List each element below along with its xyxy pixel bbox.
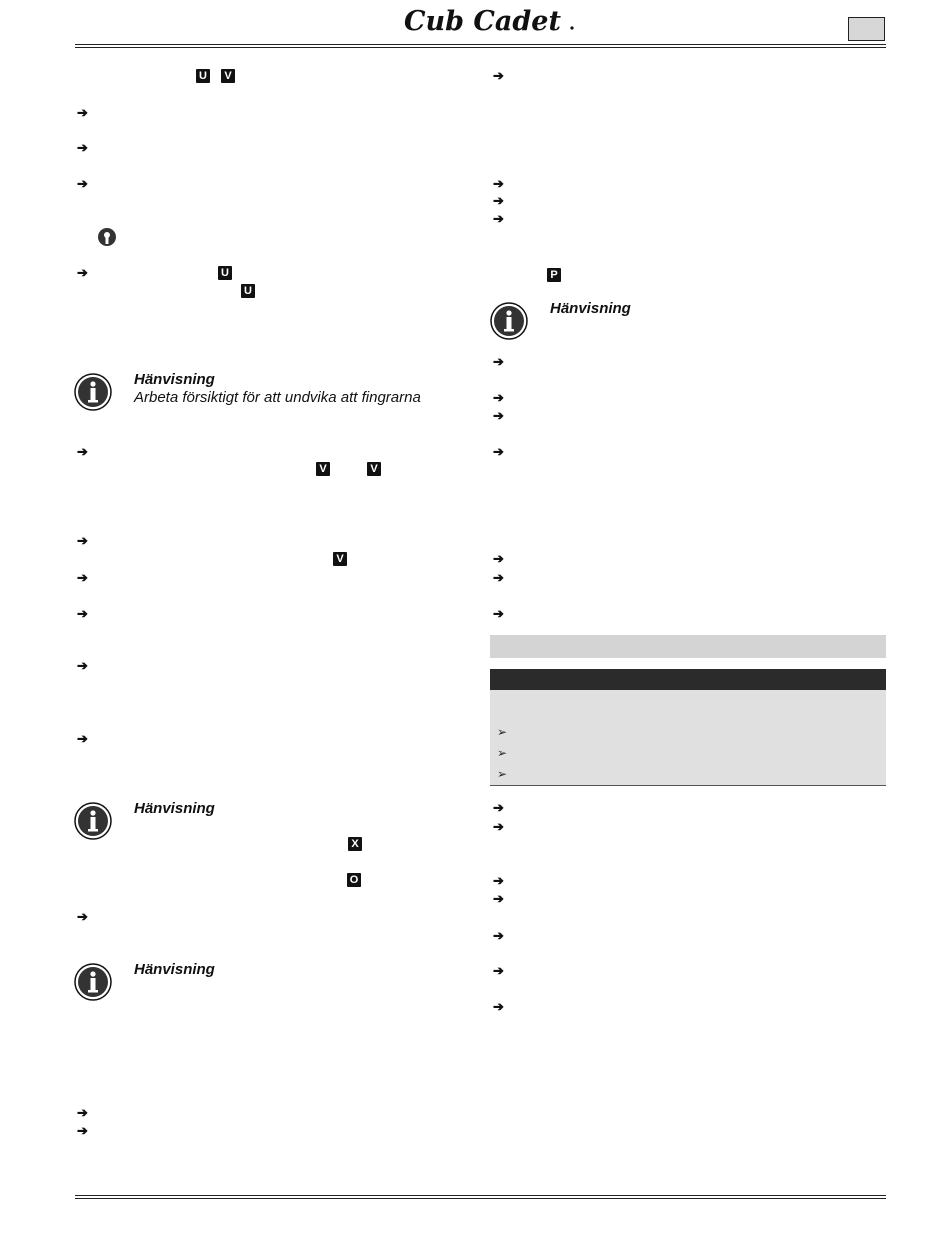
- arrow-right-icon: ➔: [493, 211, 504, 226]
- info-icon: [490, 302, 528, 340]
- arrow-right-icon: ➔: [493, 928, 504, 943]
- arrow-right-icon: ➔: [77, 1123, 88, 1138]
- key-u: U: [196, 69, 210, 83]
- footer-rule-top: [75, 1195, 886, 1196]
- arrow-right-icon: ➔: [77, 533, 88, 548]
- note-title: Hänvisning: [134, 371, 215, 388]
- check-arrow-icon: ➢: [497, 746, 508, 760]
- key-v: V: [221, 69, 235, 83]
- arrow-right-icon: ➔: [77, 1105, 88, 1120]
- note-title: Hänvisning: [550, 300, 631, 317]
- arrow-right-icon: ➔: [77, 909, 88, 924]
- warning-box: [490, 669, 886, 786]
- key-x: X: [348, 837, 362, 851]
- arrow-right-icon: ➔: [493, 354, 504, 369]
- key-v: V: [333, 552, 347, 566]
- info-icon: [74, 802, 112, 840]
- logo-text: Cub Cadet: [404, 6, 561, 37]
- arrow-right-icon: ➔: [493, 800, 504, 815]
- arrow-right-icon: ➔: [77, 444, 88, 459]
- key-v: V: [316, 462, 330, 476]
- arrow-right-icon: ➔: [77, 140, 88, 155]
- note-title: Hänvisning: [134, 800, 215, 817]
- key-p: P: [547, 268, 561, 282]
- arrow-right-icon: ➔: [77, 731, 88, 746]
- arrow-right-icon: ➔: [493, 444, 504, 459]
- key-u: U: [241, 284, 255, 298]
- arrow-right-icon: ➔: [493, 606, 504, 621]
- arrow-right-icon: ➔: [77, 265, 88, 280]
- arrow-right-icon: ➔: [493, 408, 504, 423]
- arrow-right-icon: ➔: [493, 68, 504, 83]
- key-u: U: [218, 266, 232, 280]
- arrow-right-icon: ➔: [493, 819, 504, 834]
- arrow-right-icon: ➔: [493, 999, 504, 1014]
- arrow-right-icon: ➔: [77, 658, 88, 673]
- arrow-right-icon: ➔: [493, 570, 504, 585]
- header-rule-bottom: [75, 47, 886, 48]
- check-arrow-icon: ➢: [497, 725, 508, 739]
- check-arrow-icon: ➢: [497, 767, 508, 781]
- arrow-right-icon: ➔: [493, 390, 504, 405]
- arrow-right-icon: ➔: [493, 176, 504, 191]
- footer-rule-bottom: [75, 1198, 886, 1199]
- arrow-right-icon: ➔: [493, 873, 504, 888]
- arrow-right-icon: ➔: [77, 570, 88, 585]
- info-icon: [74, 373, 112, 411]
- wrench-icon: [97, 227, 117, 247]
- note-text: Arbeta försiktigt för att undvika att fingrarna: [134, 389, 421, 406]
- arrow-right-icon: ➔: [77, 105, 88, 120]
- key-o: O: [347, 873, 361, 887]
- cub-cadet-logo: [400, 3, 580, 37]
- warning-box-header: [490, 669, 886, 690]
- section-heading-bar: [490, 635, 886, 658]
- info-icon: [74, 963, 112, 1001]
- note-title: Hänvisning: [134, 961, 215, 978]
- arrow-right-icon: ➔: [77, 606, 88, 621]
- page-number-box: [848, 17, 885, 41]
- arrow-right-icon: ➔: [493, 963, 504, 978]
- arrow-right-icon: ➔: [493, 551, 504, 566]
- arrow-right-icon: ➔: [493, 891, 504, 906]
- header-rule-top: [75, 44, 886, 45]
- key-v: V: [367, 462, 381, 476]
- arrow-right-icon: ➔: [77, 176, 88, 191]
- arrow-right-icon: ➔: [493, 193, 504, 208]
